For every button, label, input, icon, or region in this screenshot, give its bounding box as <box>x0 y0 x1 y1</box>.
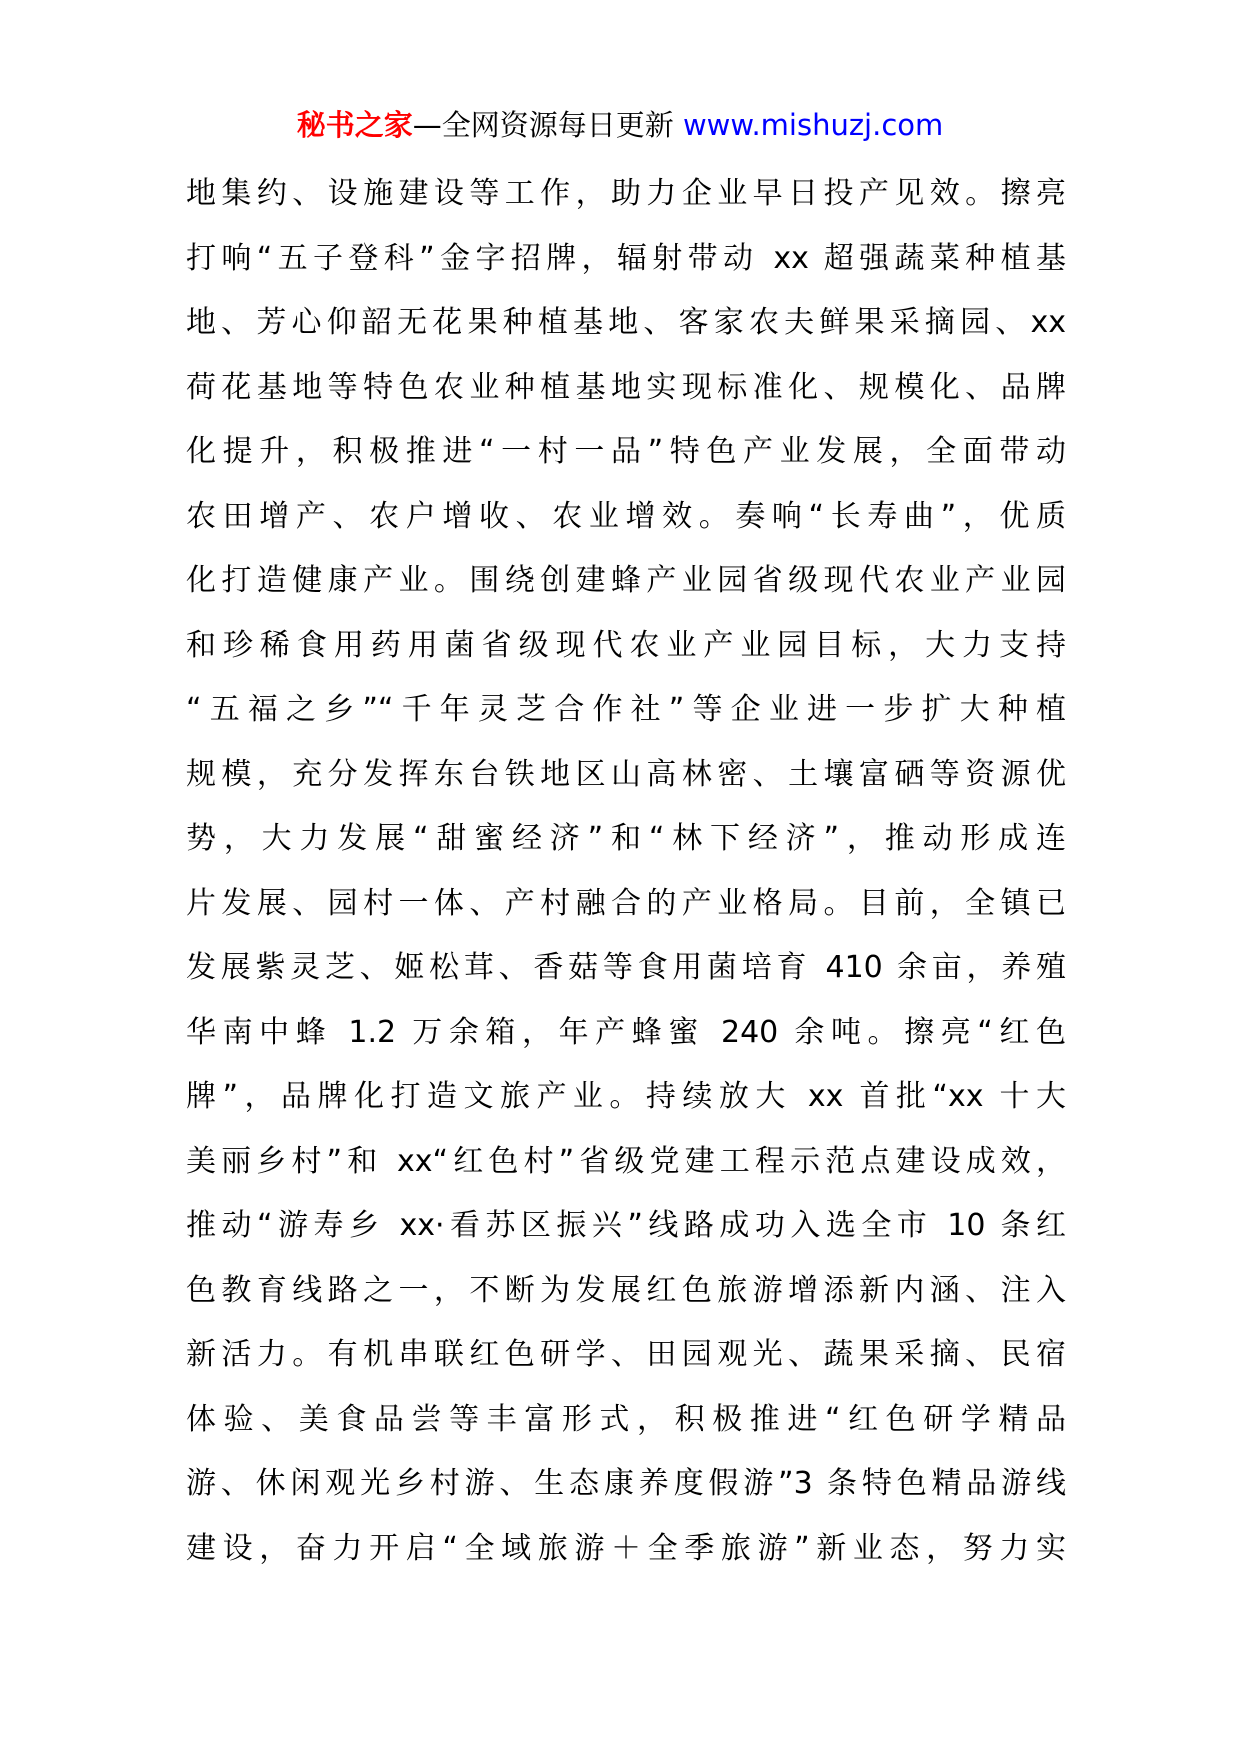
paragraph-line: 新活力。有机串联红色研学、田园观光、蔬果采摘、民宿 <box>186 1337 1066 1372</box>
paragraph-line: 规模，充分发挥东台铁地区山高林密、土壤富硒等资源优 <box>186 756 1066 792</box>
paragraph-line: 发展紫灵芝、姬松茸、香菇等食用菌培育 410 余亩，养殖 <box>186 950 1066 985</box>
paragraph-line: 荷花基地等特色农业种植基地实现标准化、规模化、品牌 <box>186 369 1066 405</box>
paragraph-line: 美丽乡村”和 xx“红色村”省级党建工程示范点建设成效， <box>186 1143 1066 1179</box>
paragraph-line: 地、芳心仰韶无花果种植基地、客家农夫鲜果采摘园、xx <box>186 305 1066 340</box>
paragraph-line: 和珍稀食用药用菌省级现代农业产业园目标，大力支持 <box>186 627 1066 663</box>
paragraph-line: 打响“五子登科”金字招牌，辐射带动 xx 超强蔬菜种植基 <box>186 240 1066 276</box>
paragraph-line: 华南中蜂 1.2 万余箱，年产蜂蜜 240 余吨。擦亮“红色 <box>186 1014 1066 1050</box>
document-body <box>186 162 1066 1581</box>
paragraph-line: 农田增产、农户增收、农业增效。奏响“长寿曲”，优质 <box>186 498 1066 534</box>
paragraph-line: 建设，奋力开启“全域旅游＋全季旅游”新业态，努力实 <box>186 1530 1066 1566</box>
paragraph-line: 化打造健康产业。围绕创建蜂产业园省级现代农业产业园 <box>186 563 1066 598</box>
paragraph-line: 片发展、园村一体、产村融合的产业格局。目前，全镇已 <box>186 885 1066 921</box>
paragraph-line: 化提升，积极推进“一村一品”特色产业发展，全面带动 <box>186 434 1066 469</box>
paragraph-line: 色教育线路之一，不断为发展红色旅游增添新内涵、注入 <box>186 1272 1066 1308</box>
paragraph-line: “五福之乡”“千年灵芝合作社”等企业进一步扩大种植 <box>186 692 1066 727</box>
paragraph-line: 游、休闲观光乡村游、生态康养度假游”3 条特色精品游线 <box>186 1466 1066 1501</box>
header-tagline: —全网资源每日更新 <box>412 108 683 142</box>
paragraph-line: 推动“游寿乡 xx·看苏区振兴”线路成功入选全市 10 条红 <box>186 1208 1066 1243</box>
paragraph-line: 体验、美食品尝等丰富形式，积极推进“红色研学精品 <box>186 1401 1066 1437</box>
paragraph-line: 地集约、设施建设等工作，助力企业早日投产见效。擦亮 <box>186 176 1066 211</box>
site-url-link[interactable]: www.mishuzj.com <box>682 108 944 142</box>
site-header <box>0 100 1240 150</box>
paragraph-line: 牌”，品牌化打造文旅产业。持续放大 xx 首批“xx 十大 <box>186 1079 1066 1114</box>
brand-name: 秘书之家 <box>296 108 413 142</box>
paragraph-line: 势，大力发展“甜蜜经济”和“林下经济”，推动形成连 <box>186 821 1066 856</box>
